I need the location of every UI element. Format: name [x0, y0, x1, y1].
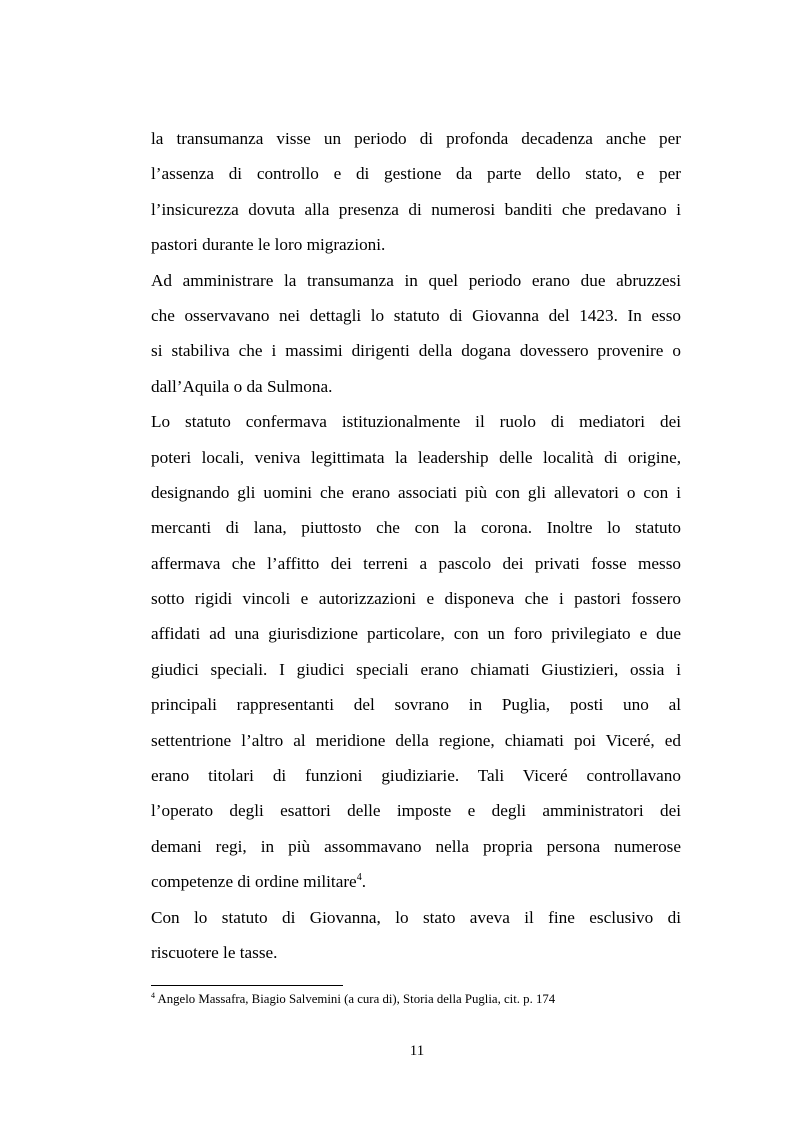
text-line: affermava che l’affitto dei terreni a pascolo dei privati fosse messo: [151, 553, 681, 573]
footnote: [151, 991, 711, 1007]
text-line: poteri locali, veniva legittimata la leadership delle località di origine,: [151, 447, 681, 467]
text-line: Con lo statuto di Giovanna, lo stato aveva il fine esclusivo di: [151, 907, 681, 927]
footnote-text: Angelo Massafra, Biagio Salvemini (a cura di), Storia della Puglia, cit. p. 174: [157, 992, 556, 1006]
text-line: mercanti di lana, piuttosto che con la corona. Inoltre lo statuto: [151, 518, 681, 538]
text-line: designando gli uomini che erano associati più con gli allevatori o con i: [151, 482, 681, 502]
footnote-reference[interactable]: 4: [356, 872, 362, 884]
body-text: [151, 121, 681, 970]
text-line: dall’Aquila o da Sulmona.: [151, 376, 333, 396]
text-line: la transumanza visse un periodo di profonda decadenza anche per: [151, 129, 681, 148]
page-number: 11: [409, 1043, 425, 1059]
text-line: pastori durante le loro migrazioni.: [151, 235, 386, 255]
text-line: affidati ad una giurisdizione particolare, con un foro privilegiato e due: [151, 624, 681, 644]
text-line-with-footnote-ref: competenze di ordine militare$^4$.: [151, 872, 366, 892]
text-line: che osservavano nei dettagli lo statuto di Giovanna del 1423. In esso: [151, 305, 681, 325]
text-line: Ad amministrare la transumanza in quel periodo erano due abruzzesi: [151, 270, 681, 290]
footnote-number: 4: [151, 991, 155, 1000]
text-line: l’insicurezza dovuta alla presenza di numerosi banditi che predavano i: [151, 199, 681, 219]
text-line: riscuotere le tasse.: [151, 942, 278, 962]
text-line: sotto rigidi vincoli e autorizzazioni e disponeva che i pastori fossero: [151, 589, 681, 609]
text-line: principali rappresentanti del sovrano in Puglia, posti uno al: [151, 695, 681, 715]
text-line: giudici speciali. I giudici speciali erano chiamati Giustizieri, ossia i: [151, 659, 681, 679]
text-line: demani regi, in più assommavano nella propria persona numerose: [151, 836, 681, 856]
text-line: l’assenza di controllo e di gestione da parte dello stato, e per: [151, 164, 681, 184]
text-line: l’operato degli esattori delle imposte e degli amministratori dei: [151, 801, 681, 821]
footnote-divider: [151, 985, 343, 986]
text-line: erano titolari di funzioni giudiziarie. Tali Viceré controllavano: [151, 766, 681, 786]
text-line: Lo statuto confermava istituzionalmente il ruolo di mediatori dei: [151, 412, 681, 432]
text-line: si stabiliva che i massimi dirigenti della dogana dovessero provenire o: [151, 341, 681, 361]
text-line: settentrione l’altro al meridione della regione, chiamati poi Viceré, ed: [151, 730, 681, 750]
text-line-content: competenze di ordine militare: [151, 872, 357, 892]
